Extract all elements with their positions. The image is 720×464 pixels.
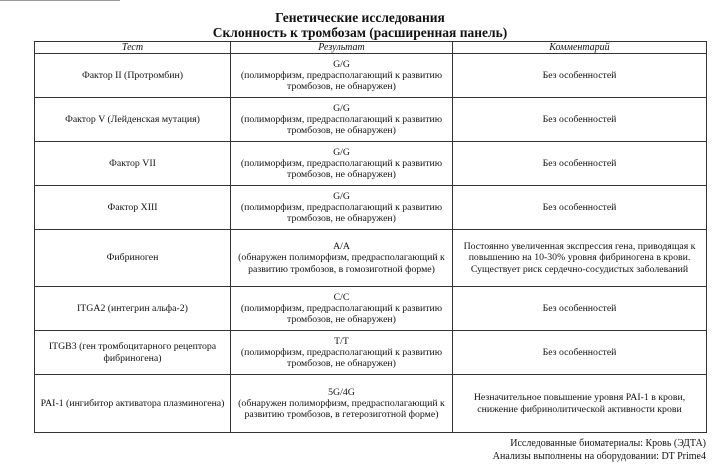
table-header-row bbox=[35, 42, 707, 54]
column-header-comment: Комментарий bbox=[453, 42, 707, 54]
table-row bbox=[35, 54, 707, 98]
test-name: ITGB3 (ген тромбоцитарного рецептора фибриногена) bbox=[35, 331, 231, 375]
results-table bbox=[34, 41, 707, 433]
table-row bbox=[35, 142, 707, 186]
test-name: Фактор XIII bbox=[35, 186, 231, 230]
genotype-value: T/T bbox=[334, 335, 349, 347]
result-cell bbox=[231, 98, 453, 142]
result-description: (полиморфизм, предрасполагающий к развитию тромбозов, не обнаружен) bbox=[240, 302, 443, 326]
genotype-value: 5G/4G bbox=[328, 386, 355, 398]
table-row bbox=[35, 186, 707, 230]
test-name: Фактор II (Протромбин) bbox=[35, 54, 231, 98]
comment-cell: Незначительное повышение уровня PAI-1 в крови, снижение фибринолитической активности крови bbox=[453, 375, 707, 433]
test-name: Фактор V (Лейденская мутация) bbox=[35, 98, 231, 142]
comment-cell: Без особенностей bbox=[453, 98, 707, 142]
column-header-test: Тест bbox=[35, 42, 231, 54]
test-name: PAI-1 (ингибитор активатора плазминогена) bbox=[35, 375, 231, 433]
comment-cell: Без особенностей bbox=[453, 142, 707, 186]
footer-equipment: Анализы выполнены на оборудовании: DT Prime4 bbox=[492, 451, 706, 462]
table-row bbox=[35, 230, 707, 287]
genotype-value: G/G bbox=[333, 102, 350, 114]
test-name: ITGA2 (интегрин альфа-2) bbox=[35, 287, 231, 331]
page-top-rule bbox=[0, 0, 120, 5]
test-name: Фактор VII bbox=[35, 142, 231, 186]
result-description: (полиморфизм, предрасполагающий к развитию тромбозов, не обнаружен) bbox=[240, 201, 443, 225]
comment-cell: Без особенностей bbox=[453, 331, 707, 375]
result-cell bbox=[231, 142, 453, 186]
comment-cell: Постоянно увеличенная экспрессия гена, приводящая к повышению на 10-30% уровня фибриногена в крови. Существует риск сердечно-сосудистых заболеваний bbox=[453, 230, 707, 287]
result-cell bbox=[231, 287, 453, 331]
result-cell bbox=[231, 331, 453, 375]
genotype-value: A/A bbox=[333, 241, 350, 253]
result-cell bbox=[231, 230, 453, 287]
genotype-value: G/G bbox=[333, 58, 350, 70]
footer-biomaterial: Исследованные биоматериалы: Кровь (ЭДТА) bbox=[510, 438, 706, 449]
comment-cell: Без особенностей bbox=[453, 186, 707, 230]
table-row bbox=[35, 287, 707, 331]
genotype-value: G/G bbox=[333, 190, 350, 202]
result-description: (полиморфизм, предрасполагающий к развитию тромбозов, не обнаружен) bbox=[240, 157, 443, 181]
result-cell bbox=[231, 186, 453, 230]
result-cell bbox=[231, 375, 453, 433]
table-row bbox=[35, 375, 707, 433]
result-description: (полиморфизм, предрасполагающий к развитию тромбозов, не обнаружен) bbox=[240, 346, 443, 370]
result-description: (полиморфизм, предрасполагающий к развитию тромбозов, не обнаружен) bbox=[240, 113, 443, 137]
column-header-result: Результат bbox=[231, 42, 453, 54]
table-row bbox=[35, 98, 707, 142]
document-subtitle: Склонность к тромбозам (расширенная панель) bbox=[212, 25, 508, 40]
genotype-value: G/G bbox=[333, 146, 350, 158]
result-description: (обнаружен полиморфизм, предрасполагающий к развитию тромбозов, в гомозиготной форме) bbox=[238, 252, 445, 275]
test-name: Фибриноген bbox=[35, 230, 231, 287]
comment-cell: Без особенностей bbox=[453, 54, 707, 98]
result-cell bbox=[231, 54, 453, 98]
result-description: (полиморфизм, предрасполагающий к развитию тромбозов, не обнаружен) bbox=[240, 69, 443, 93]
genotype-value: C/C bbox=[333, 291, 350, 303]
table-row bbox=[35, 331, 707, 375]
result-description: (обнаружен полиморфизм, предрасполагающий к развитию тромбозов, в гетерозиготной форме) bbox=[238, 397, 445, 421]
comment-cell: Без особенностей bbox=[453, 287, 707, 331]
document-title: Генетические исследования bbox=[275, 10, 445, 25]
